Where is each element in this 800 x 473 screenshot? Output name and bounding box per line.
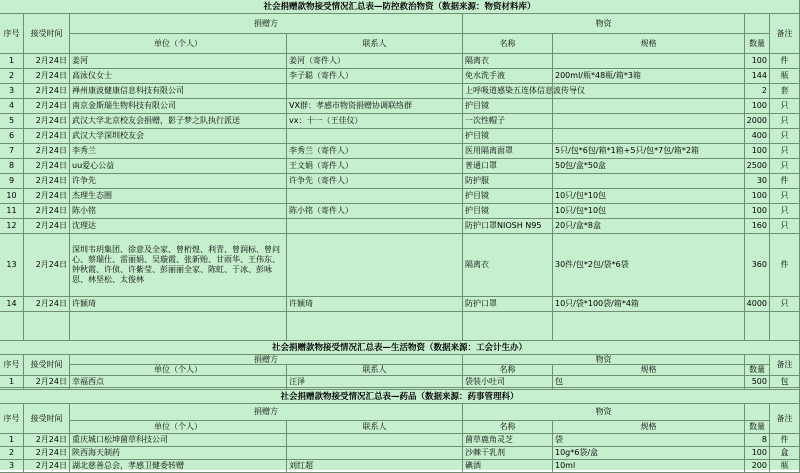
cell-seq[interactable]: 8	[0, 159, 24, 174]
cell-name[interactable]: 普通口罩	[463, 159, 553, 174]
header-blank[interactable]	[745, 404, 770, 421]
header-name[interactable]: 名称	[463, 421, 553, 434]
cell-name[interactable]: 防护服	[463, 174, 553, 189]
cell-contact[interactable]: 刘红超	[287, 460, 463, 473]
cell-contact[interactable]: 姜河（寄件人）	[287, 54, 463, 69]
cell-note[interactable]: 件	[770, 234, 800, 297]
cell-note[interactable]: 只	[770, 189, 800, 204]
header-donor-group[interactable]: 捐赠方	[70, 404, 463, 421]
header-date[interactable]: 接受时间	[24, 14, 70, 54]
cell-seq[interactable]: 1	[0, 376, 24, 388]
cell-unit[interactable]: 高泳仪女士	[70, 69, 287, 84]
header-spec[interactable]: 规格	[553, 365, 745, 376]
cell-unit[interactable]: 姜河	[70, 54, 287, 69]
header-qty[interactable]: 数量	[745, 421, 770, 434]
cell-unit[interactable]: 禅州康波健康信息科技有限公司	[70, 84, 287, 99]
cell-unit[interactable]: 南京金斯瑞生物科技有限公司	[70, 99, 287, 114]
cell-unit[interactable]: 重庆城口松坤菌草科技公司	[70, 434, 287, 447]
cell-unit[interactable]: 陕西海天制药	[70, 447, 287, 460]
cell-date[interactable]: 2月24日	[24, 54, 70, 69]
cell-contact[interactable]: 李子聪（寄件人）	[287, 69, 463, 84]
header-contact[interactable]: 联系人	[287, 421, 463, 434]
cell-unit[interactable]: 杰理生态圈	[70, 189, 287, 204]
cell-qty[interactable]: 360	[745, 234, 770, 297]
table-title[interactable]: 社会捐赠款物接受情况汇总表—防控救治物资（数据来源：物资材料库）	[0, 0, 800, 14]
cell-qty[interactable]: 500	[745, 376, 770, 388]
cell-seq[interactable]: 6	[0, 129, 24, 144]
cell-date[interactable]: 2月24日	[24, 219, 70, 234]
empty-cell[interactable]	[0, 312, 24, 341]
cell-seq[interactable]: 1	[0, 54, 24, 69]
cell-qty[interactable]: 2	[745, 84, 770, 99]
cell-name[interactable]: 护目镜	[463, 99, 553, 114]
cell-qty[interactable]: 100	[745, 99, 770, 114]
header-blank[interactable]	[745, 355, 770, 365]
header-name[interactable]: 名称	[463, 365, 553, 376]
cell-contact[interactable]	[287, 219, 463, 234]
cell-seq[interactable]: 2	[0, 69, 24, 84]
cell-qty[interactable]: 4000	[745, 297, 770, 312]
cell-note[interactable]: 只	[770, 129, 800, 144]
cell-contact[interactable]: 汪泽	[287, 376, 463, 388]
cell-unit[interactable]: 许颖琦	[70, 297, 287, 312]
cell-spec[interactable]	[553, 174, 745, 189]
cell-note[interactable]: 只	[770, 159, 800, 174]
cell-unit[interactable]: 深圳韦玥集团、徐意及全家、曾桁煌、利青、曾润标、曾问心、蔡瑞仕、雷丽娟、吴璇霞、张新贻、甘雨华、王伟东、钟秋霞、许侦、许紫莹、彭丽丽全家、陈虹、于冰、彭咏思、林坚松、太俊林	[70, 234, 287, 297]
cell-name[interactable]: 防护口罩	[463, 297, 553, 312]
header-note[interactable]: 备注	[770, 355, 800, 376]
header-unit[interactable]: 单位（个人）	[70, 365, 287, 376]
cell-spec[interactable]: 50包/盒*50盒	[553, 159, 745, 174]
cell-qty[interactable]: 2000	[745, 114, 770, 129]
cell-name[interactable]: 上呼吸道感染五连体信息波传导仪	[463, 84, 553, 99]
cell-unit[interactable]: 李秀兰	[70, 144, 287, 159]
cell-note[interactable]: 件	[770, 174, 800, 189]
cell-qty[interactable]: 144	[745, 69, 770, 84]
empty-cell[interactable]	[70, 312, 287, 341]
empty-cell[interactable]	[24, 312, 70, 341]
cell-name[interactable]: 沙棘干乳剂	[463, 447, 553, 460]
cell-spec[interactable]: 200ml/瓶*48瓶/箱*3箱	[553, 69, 745, 84]
header-item-group[interactable]: 物资	[463, 404, 745, 421]
cell-note[interactable]: 件	[770, 434, 800, 447]
cell-contact[interactable]: 许争先（寄件人）	[287, 174, 463, 189]
header-qty[interactable]: 数量	[745, 34, 770, 54]
cell-date[interactable]: 2月24日	[24, 234, 70, 297]
cell-qty[interactable]: 160	[745, 219, 770, 234]
header-blank[interactable]	[745, 14, 770, 34]
header-name[interactable]: 名称	[463, 34, 553, 54]
cell-seq[interactable]: 11	[0, 204, 24, 219]
cell-seq[interactable]: 12	[0, 219, 24, 234]
header-note[interactable]: 备注	[770, 404, 800, 434]
cell-spec[interactable]: 10只/包*10包	[553, 189, 745, 204]
table-title[interactable]: 社会捐赠款物接受情况汇总表—生活物资（数据来源：工会计生办）	[0, 341, 800, 355]
cell-date[interactable]: 2月24日	[24, 99, 70, 114]
cell-note[interactable]: 包	[770, 376, 800, 388]
empty-cell[interactable]	[463, 312, 553, 341]
cell-seq[interactable]: 3	[0, 460, 24, 473]
cell-name[interactable]: 袋装小吐司	[463, 376, 553, 388]
cell-date[interactable]: 2月24日	[24, 297, 70, 312]
cell-name[interactable]: 免水洗手液	[463, 69, 553, 84]
cell-date[interactable]: 2月24日	[24, 460, 70, 473]
cell-contact[interactable]	[287, 234, 463, 297]
header-unit[interactable]: 单位（个人）	[70, 421, 287, 434]
cell-spec[interactable]: 10只/包*10包	[553, 204, 745, 219]
cell-name[interactable]: 隔离衣	[463, 54, 553, 69]
cell-name[interactable]: 护目镜	[463, 189, 553, 204]
cell-unit[interactable]: 陈小铭	[70, 204, 287, 219]
cell-spec[interactable]: 10g*6袋/盒	[553, 447, 745, 460]
cell-name[interactable]: 医用隔离面罩	[463, 144, 553, 159]
header-unit[interactable]: 单位（个人）	[70, 34, 287, 54]
cell-qty[interactable]: 2500	[745, 159, 770, 174]
cell-name[interactable]: 隔离衣	[463, 234, 553, 297]
cell-note[interactable]: 只	[770, 219, 800, 234]
cell-note[interactable]: 瓶	[770, 460, 800, 473]
cell-qty[interactable]: 30	[745, 174, 770, 189]
header-contact[interactable]: 联系人	[287, 365, 463, 376]
cell-spec[interactable]: 10只/袋*100袋/箱*4箱	[553, 297, 745, 312]
cell-contact[interactable]: VX群：孝感市物资捐赠协调联络群	[287, 99, 463, 114]
header-seq[interactable]: 序号	[0, 355, 24, 376]
cell-unit[interactable]: 湖北慈善总会，孝感卫健委转赠	[70, 460, 287, 473]
cell-seq[interactable]: 7	[0, 144, 24, 159]
cell-spec[interactable]	[553, 99, 745, 114]
cell-date[interactable]: 2月24日	[24, 69, 70, 84]
cell-date[interactable]: 2月24日	[24, 434, 70, 447]
cell-qty[interactable]: 100	[745, 54, 770, 69]
cell-contact[interactable]	[287, 84, 463, 99]
cell-note[interactable]: 件	[770, 54, 800, 69]
header-seq[interactable]: 序号	[0, 404, 24, 434]
cell-spec[interactable]: 袋	[553, 434, 745, 447]
cell-date[interactable]: 2月24日	[24, 159, 70, 174]
header-note[interactable]: 备注	[770, 14, 800, 54]
cell-qty[interactable]: 100	[745, 447, 770, 460]
cell-seq[interactable]: 13	[0, 234, 24, 297]
cell-seq[interactable]: 2	[0, 447, 24, 460]
cell-unit[interactable]: uu爱心公益	[70, 159, 287, 174]
cell-date[interactable]: 2月24日	[24, 129, 70, 144]
cell-seq[interactable]: 14	[0, 297, 24, 312]
cell-spec[interactable]: 10ml	[553, 460, 745, 473]
cell-qty[interactable]: 8	[745, 434, 770, 447]
cell-unit[interactable]: 沈理达	[70, 219, 287, 234]
cell-spec[interactable]: 20只/盒*8盒	[553, 219, 745, 234]
cell-note[interactable]: 瓶	[770, 69, 800, 84]
cell-seq[interactable]: 3	[0, 84, 24, 99]
cell-spec[interactable]	[553, 129, 745, 144]
header-spec[interactable]: 规格	[553, 34, 745, 54]
cell-contact[interactable]: 陈小铭（寄件人）	[287, 204, 463, 219]
cell-unit[interactable]: 武汉大学北京校友会捐赠，影子梦之队执行派送	[70, 114, 287, 129]
cell-date[interactable]: 2月24日	[24, 144, 70, 159]
cell-unit[interactable]: 许争先	[70, 174, 287, 189]
cell-spec[interactable]	[553, 84, 745, 99]
cell-contact[interactable]	[287, 189, 463, 204]
cell-spec[interactable]: 30件/包*2包/袋*6袋	[553, 234, 745, 297]
cell-spec[interactable]	[553, 114, 745, 129]
header-qty[interactable]: 数量	[745, 365, 770, 376]
cell-contact[interactable]: 李秀兰（寄件人）	[287, 144, 463, 159]
cell-unit[interactable]: 武汉大学深圳校友会	[70, 129, 287, 144]
cell-date[interactable]: 2月24日	[24, 447, 70, 460]
cell-date[interactable]: 2月24日	[24, 189, 70, 204]
cell-note[interactable]: 只	[770, 297, 800, 312]
cell-name[interactable]: 护目镜	[463, 204, 553, 219]
cell-contact[interactable]	[287, 434, 463, 447]
cell-contact[interactable]: vx：十一（王佳仪）	[287, 114, 463, 129]
cell-name[interactable]: 护目镜	[463, 129, 553, 144]
empty-cell[interactable]	[287, 312, 463, 341]
cell-contact[interactable]	[287, 447, 463, 460]
empty-cell[interactable]	[745, 312, 770, 341]
header-seq[interactable]: 序号	[0, 14, 24, 54]
header-spec[interactable]: 规格	[553, 421, 745, 434]
cell-contact[interactable]: 王文娟（寄件人）	[287, 159, 463, 174]
cell-seq[interactable]: 4	[0, 99, 24, 114]
header-contact[interactable]: 联系人	[287, 34, 463, 54]
cell-seq[interactable]: 10	[0, 189, 24, 204]
header-item-group[interactable]: 物资	[463, 355, 745, 365]
cell-note[interactable]: 只	[770, 144, 800, 159]
table-title[interactable]: 社会捐赠款物接受情况汇总表—药品（数据来源：药事管理科）	[0, 390, 800, 404]
cell-spec[interactable]: 包	[553, 376, 745, 388]
cell-spec[interactable]	[553, 54, 745, 69]
cell-qty[interactable]: 200	[745, 460, 770, 473]
cell-qty[interactable]: 100	[745, 144, 770, 159]
cell-date[interactable]: 2月24日	[24, 114, 70, 129]
cell-name[interactable]: 菌草鹿角灵芝	[463, 434, 553, 447]
cell-note[interactable]: 只	[770, 99, 800, 114]
empty-cell[interactable]	[770, 312, 800, 341]
cell-note[interactable]: 只	[770, 114, 800, 129]
cell-seq[interactable]: 5	[0, 114, 24, 129]
cell-date[interactable]: 2月24日	[24, 84, 70, 99]
cell-name[interactable]: 碘酒	[463, 460, 553, 473]
cell-name[interactable]: 一次性帽子	[463, 114, 553, 129]
cell-date[interactable]: 2月24日	[24, 204, 70, 219]
cell-seq[interactable]: 9	[0, 174, 24, 189]
cell-date[interactable]: 2月24日	[24, 376, 70, 388]
header-date[interactable]: 接受时间	[24, 404, 70, 434]
header-date[interactable]: 接受时间	[24, 355, 70, 376]
cell-spec[interactable]: 5只/包*6包/箱*1箱+5只/包*7包/箱*2箱	[553, 144, 745, 159]
cell-qty[interactable]: 400	[745, 129, 770, 144]
cell-note[interactable]: 盒	[770, 447, 800, 460]
cell-contact[interactable]	[287, 129, 463, 144]
cell-seq[interactable]: 1	[0, 434, 24, 447]
header-donor-group[interactable]: 捐赠方	[70, 14, 463, 34]
cell-note[interactable]: 只	[770, 204, 800, 219]
cell-name[interactable]: 防护口罩NIOSH N95	[463, 219, 553, 234]
cell-unit[interactable]: 幸福西点	[70, 376, 287, 388]
cell-note[interactable]: 套	[770, 84, 800, 99]
cell-date[interactable]: 2月24日	[24, 174, 70, 189]
cell-qty[interactable]: 100	[745, 189, 770, 204]
empty-cell[interactable]	[553, 312, 745, 341]
cell-contact[interactable]: 许颖琦	[287, 297, 463, 312]
cell-qty[interactable]: 100	[745, 204, 770, 219]
header-item-group[interactable]: 物资	[463, 14, 745, 34]
header-donor-group[interactable]: 捐赠方	[70, 355, 463, 365]
